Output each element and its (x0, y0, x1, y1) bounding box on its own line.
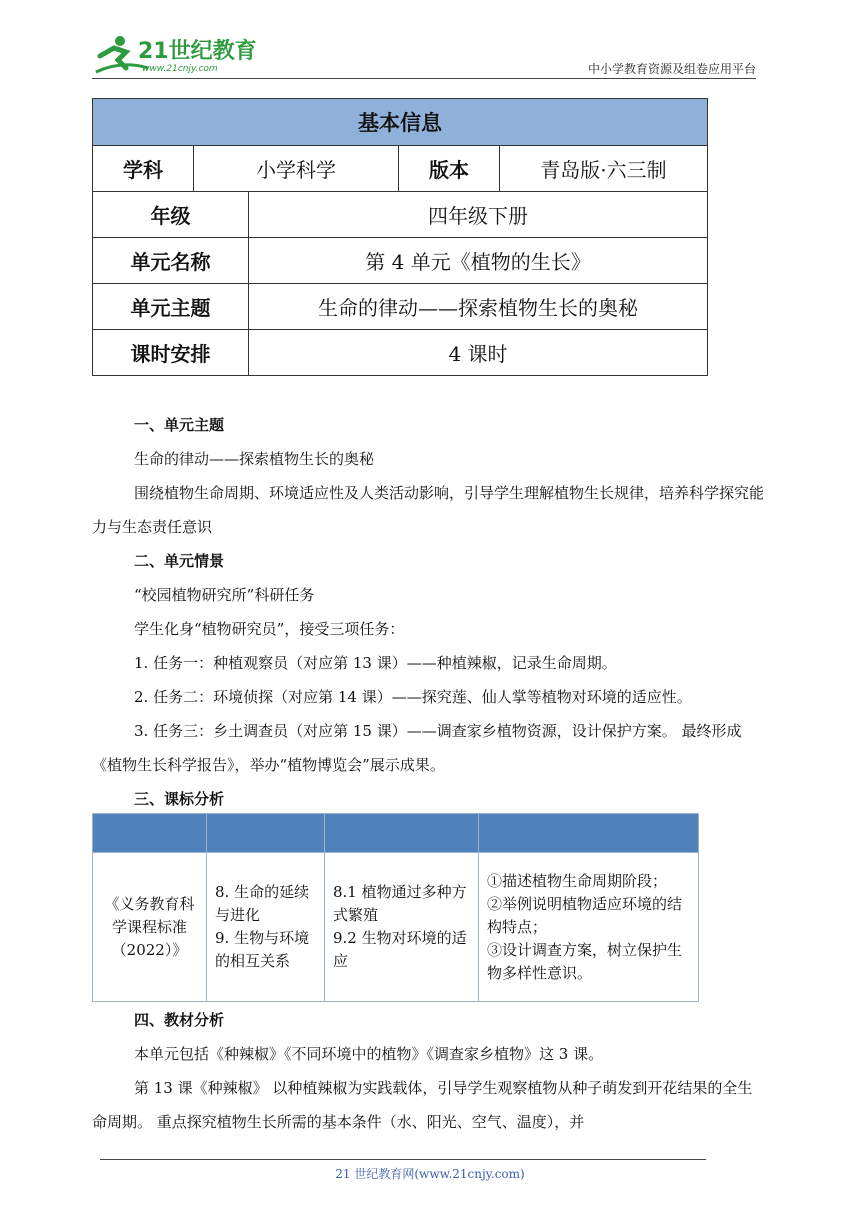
section1-heading: 一、单元主题 (134, 416, 225, 434)
curriculum-standard-table (92, 813, 699, 1002)
section2-line2: 学生化身“植物研究员”，接受三项任务： (134, 620, 405, 638)
unit-theme-label: 单元主题 (93, 284, 249, 330)
std-goal-b: ②举例说明植物适应环境的结构特点； (487, 894, 683, 936)
section4-paragraph: 第 13 课《种辣椒》 以种植辣椒为实践载体，引导学生观察植物从种子萌发到开花结果的全生命周期。 重点探究植物生长所需的基本条件（水、阳光、空气、温度），并 (92, 1079, 753, 1131)
std-header-cell (93, 814, 207, 853)
header-platform-text: 中小学教育资源及组卷应用平台 (587, 62, 756, 76)
edition-label: 版本 (399, 146, 500, 192)
std-topic-a: 8. 生命的延续与进化 (215, 883, 310, 924)
grade-label: 年级 (93, 192, 249, 238)
unit-name-value: 第 4 单元《植物的生长》 (249, 238, 708, 284)
subject-label: 学科 (93, 146, 194, 192)
std-header-cell (479, 814, 699, 853)
header-divider (92, 78, 756, 79)
section2-line1: “校园植物研究所”科研任务 (134, 586, 315, 604)
unit-theme-value: 生命的律动——探索植物生长的奥秘 (249, 284, 708, 330)
std-goal-c: ③设计调查方案，树立保护生物多样性意识。 (487, 940, 683, 982)
task3-line: 3. 任务三：乡土调查员（对应第 15 课）——调查家乡植物资源，设计保护方案。 最终形成《植物生长科学报告》，举办“植物博览会”展示成果。 (92, 722, 742, 774)
subject-value: 小学科学 (194, 146, 399, 192)
section2-heading: 二、单元情景 (134, 552, 225, 570)
section4-line1: 本单元包括《种辣椒》《不同环境中的植物》《调查家乡植物》这 3 课。 (134, 1045, 604, 1063)
task1-line: 1. 任务一：种植观察员（对应第 13 课）——种植辣椒，记录生命周期。 (134, 654, 617, 672)
std-source-cell: 《义务教育科学课程标准（2022）》 (93, 853, 207, 1002)
basic-info-table (92, 98, 708, 376)
std-header-cell (325, 814, 479, 853)
std-content-b: 9.2 生物对环境的适应 (333, 929, 467, 970)
std-goal-cell (479, 853, 699, 1002)
hours-label: 课时安排 (93, 330, 249, 376)
page-header (92, 30, 756, 80)
std-topic-b: 9. 生物与环境的相互关系 (215, 929, 310, 970)
std-content-a: 8.1 植物通过多种方式繁殖 (333, 883, 467, 924)
section1-line: 生命的律动——探索植物生长的奥秘 (134, 450, 375, 468)
std-goal-a: ①描述植物生命周期阶段； (487, 871, 668, 890)
logo-url: www.21cnjy.com (142, 64, 218, 74)
footer-divider (100, 1159, 706, 1160)
std-header-cell (207, 814, 325, 853)
hours-value: 4 课时 (249, 330, 708, 376)
info-table-title: 基本信息 (93, 99, 708, 146)
section4-heading: 四、教材分析 (134, 1011, 225, 1029)
content-upper (92, 408, 764, 816)
logo-text: 21世纪教育 (138, 39, 257, 64)
footer-text: 21 世纪教育网(www.21cnjy.com) (335, 1167, 525, 1181)
unit-name-label: 单元名称 (93, 238, 249, 284)
edition-value: 青岛版·六三制 (500, 146, 708, 192)
section1-paragraph: 围绕植物生命周期、环境适应性及人类活动影响，引导学生理解植物生长规律，培养科学探究能力与生态责任意识 (92, 484, 765, 536)
task2-line: 2. 任务二：环境侦探（对应第 14 课）——探究莲、仙人掌等植物对环境的适应性。 (134, 688, 692, 706)
logo (92, 34, 262, 76)
section3-heading: 三、课标分析 (134, 790, 225, 808)
content-lower (92, 1003, 764, 1139)
std-content-cell (325, 853, 479, 1002)
std-topic-cell (207, 853, 325, 1002)
grade-value: 四年级下册 (249, 192, 708, 238)
